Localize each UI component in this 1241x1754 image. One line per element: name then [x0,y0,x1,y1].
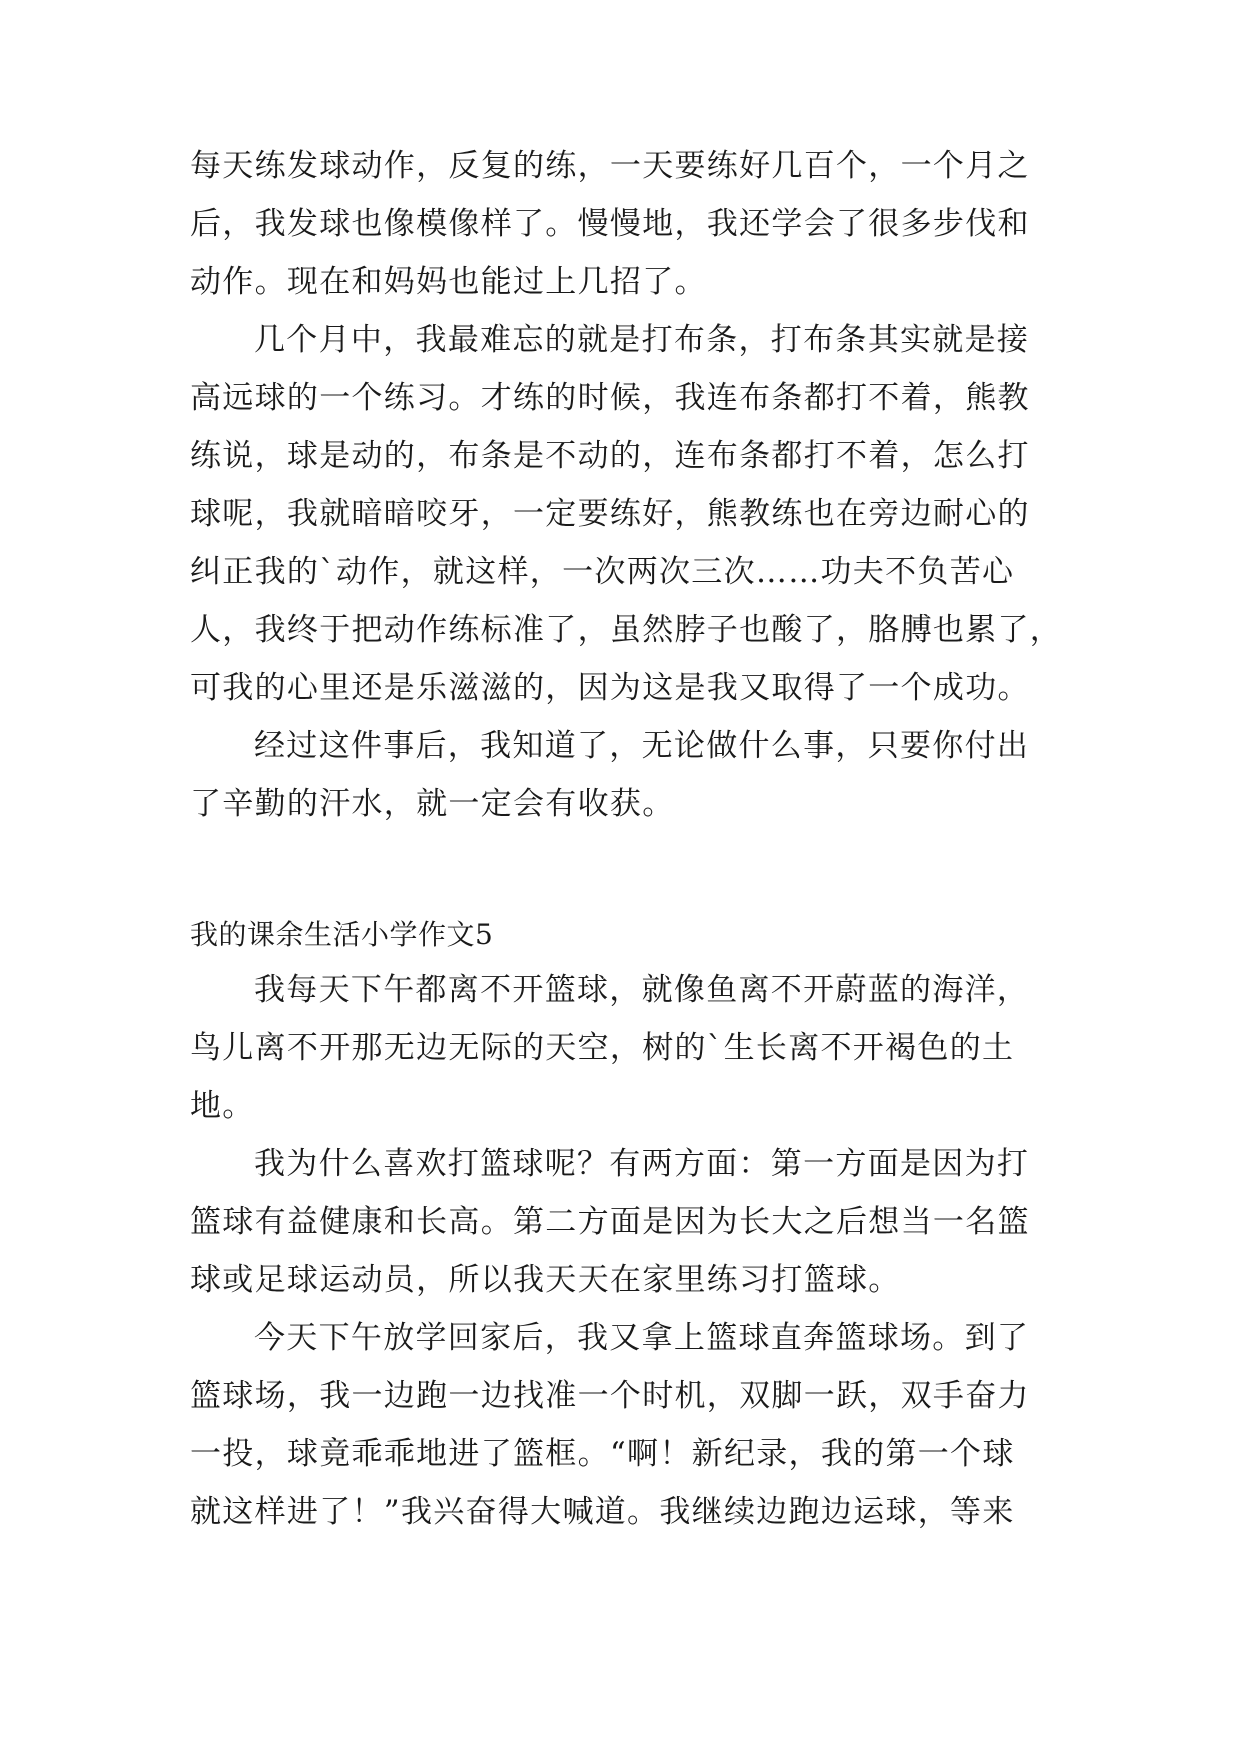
paragraph-line: 可我的心里还是乐滋滋的，因为这是我又取得了一个成功。 [190,670,1030,706]
paragraph-line: 球呢，我就暗暗咬牙，一定要练好，熊教练也在旁边耐心的 [190,496,1030,532]
paragraph-line: 我为什么喜欢打篮球呢？有两方面：第一方面是因为打 [254,1146,1030,1182]
paragraph-line: 一投，球竟乖乖地进了篮框。“啊！新纪录，我的第一个球 [190,1436,1015,1472]
paragraph-line: 经过这件事后，我知道了，无论做什么事，只要你付出 [254,728,1030,764]
paragraph-line: 球或足球运动员，所以我天天在家里练习打篮球。 [190,1262,901,1298]
paragraph-line: 几个月中，我最难忘的就是打布条，打布条其实就是接 [254,322,1030,358]
paragraph-line: 就这样进了！”我兴奋得大喊道。我继续边跑边运球，等来 [190,1494,1015,1530]
paragraph-line: 篮球有益健康和长高。第二方面是因为长大之后想当一名篮 [190,1204,1030,1240]
paragraph-line: 后，我发球也像模像样了。慢慢地，我还学会了很多步伐和 [190,206,1030,242]
paragraph-line: 鸟儿离不开那无边无际的天空，树的`生长离不开褐色的土 [190,1030,1015,1066]
paragraph-line: 纠正我的`动作，就这样，一次两次三次……功夫不负苦心 [190,554,1015,590]
paragraph-line: 每天练发球动作，反复的练，一天要练好几百个，一个月之 [190,148,1030,184]
paragraph-line: 我每天下午都离不开篮球，就像鱼离不开蔚蓝的海洋， [254,972,1030,1008]
paragraph-line: 篮球场，我一边跑一边找准一个时机，双脚一跃，双手奋力 [190,1378,1030,1414]
paragraph-line: 今天下午放学回家后，我又拿上篮球直奔篮球场。到了 [254,1320,1030,1356]
paragraph-line: 了辛勤的汗水，就一定会有收获。 [190,786,675,822]
paragraph-line: 练说，球是动的，布条是不动的，连布条都打不着，怎么打 [190,438,1030,474]
paragraph-line: 动作。现在和妈妈也能过上几招了。 [190,264,707,300]
paragraph-line: 高远球的一个练习。才练的时候，我连布条都打不着，熊教 [190,380,1030,416]
section-title: 我的课余生活小学作文5 [190,918,494,951]
paragraph-line: 地。 [190,1088,255,1124]
paragraph-line: 人，我终于把动作练标准了，虽然脖子也酸了，胳膊也累了， [190,612,1063,648]
